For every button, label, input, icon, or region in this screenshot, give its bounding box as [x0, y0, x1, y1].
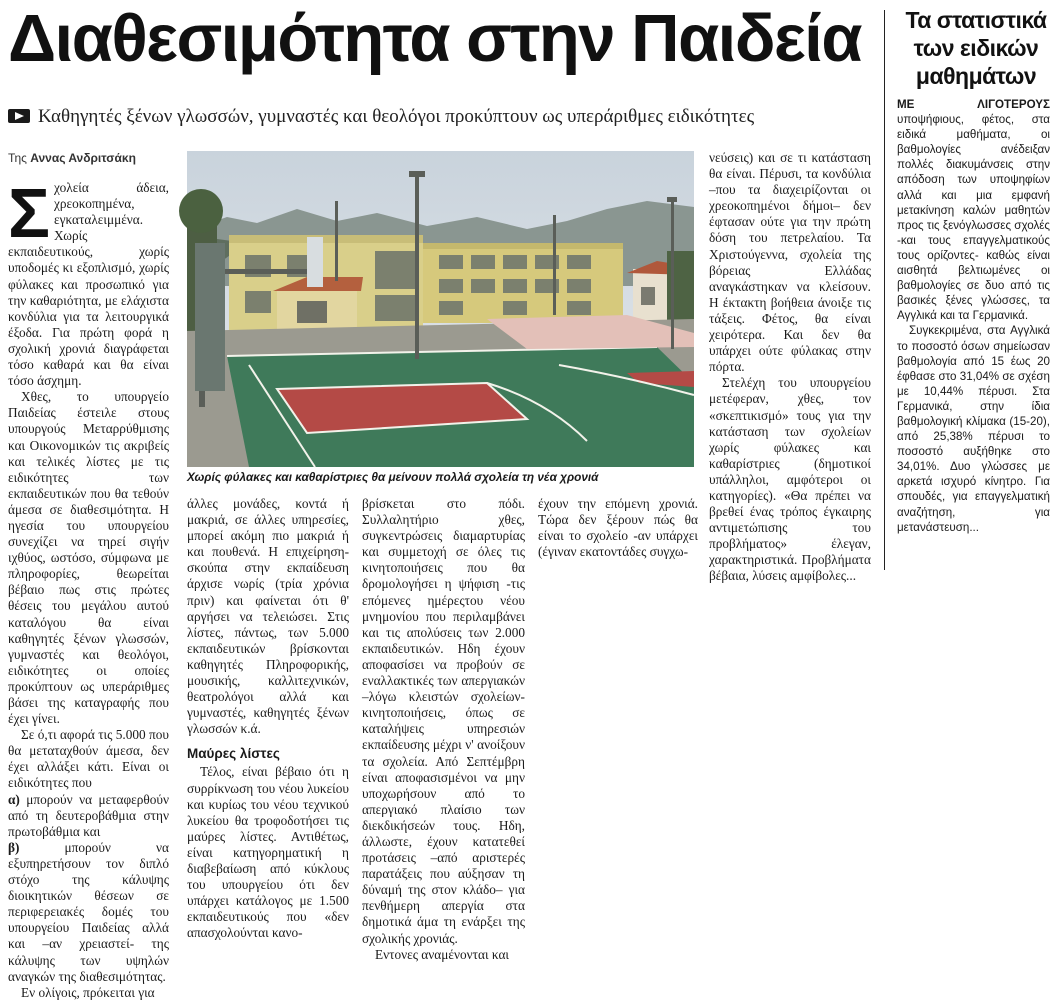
subheadline	[8, 103, 878, 131]
play-icon	[8, 109, 30, 123]
paragraph: έχουν την επόμενη χρονιά. Τώρα δεν ξέρουν πώς θα είναι το σχολείο -αν υπάρχει (έγιναν εκατοντάδες συγχω-	[538, 496, 698, 560]
article-column-3	[362, 496, 525, 962]
article-column-5	[709, 150, 871, 584]
paragraph: ΜΕ ΛΙΓΟΤΕΡΟΥΣ υποψήφιους, φέτος, στα ειδικά μαθήματα, οι βαθμολογίες ανέδειξαν πολλές διακυμάνσεις στην απόδοση των υποψηφίων αλλά και μια εμφανή μετακίνηση καλών μαθητών προς τις ξενόγλωσσες σχολές -και τους επαγγελματικούς τους ορίζοντες- καθώς είναι αισθητά βελτιωμένες οι βαθμολογίες σε δυο από τις βασικές ξένες γλώσσες, τα Αγγλικά και τα Γερμανικά.	[897, 98, 1050, 323]
byline	[8, 150, 136, 166]
sidebar-body	[897, 97, 1050, 577]
paragraph: χολεία άδεια, χρεοκοπημένα, εγκαταλειμμένα. Χωρίς εκπαιδευτικούς, χωρίς υποδομές κι εξοπλισμό, χωρίς φύλακες και προσωπικό για την καθαριότητα, με ελάχιστα κονδύλια για τα λειτουργικά έξοδα. Για πρώτη φορά η σχολική χρονιά διαγράφεται τόσο καθαρά και θα είναι τόσο άσχημη.	[8, 180, 169, 389]
school-courtyard-photo	[187, 151, 694, 467]
paragraph: Τέλος, είναι βέβαιο ότι η συρρίκνωση του νέου λυκείου και κυρίως του νέου τεχνικού λυκείου θα τροφοδοτήσει τις μαύρες λίστες. Αντιθέτως, είναι κατηγορηματική η διαβεβαίωση από κύκλους του υπουργείου ότι δεν υπάρχει κατάλογος με 1.500 εκπαιδευτικούς που «δεν απασχολούνται κανο-	[187, 764, 349, 941]
paragraph: νεύσεις) και σε τι κατάσταση θα είναι. Πέρυσι, τα κονδύλια –που τα διαχειρίζονται οι χρεοκοπημένοι δήμοι– δεν έφτασαν ούτε για την πρώτη δόση του πετρελαίου. Τα Χριστούγεννα, σχολεία της βόρειας Ελλάδας αναγκάστηκαν να κλείσουν. Η έκτακτη βοήθεια άνοιξε τις τάξεις. Φέτος, θα είναι χειρότερα. Και δεν θα υπάρχει ούτε φύλακας στην πόρτα.	[709, 150, 871, 375]
paragraph: Σε ό,τι αφορά τις 5.000 που θα μεταταχθούν άμεσα, δεν έχει αλλάξει κάτι. Είναι οι ειδικότητες που	[8, 727, 169, 791]
subheadline-text: Καθηγητές ξένων γλωσσών, γυμναστές και θεολόγοι προκύπτουν ως υπεράριθμες ειδικότητες	[38, 106, 755, 127]
paragraph: Εντονες αναμένονται και	[375, 946, 509, 962]
article-column-1	[8, 174, 169, 1000]
article-column-4	[538, 496, 698, 945]
paragraph: Χθες, το υπουργείο Παιδείας έστειλε στους υπουργούς Μεταρρύθμισης και Οικονομικών τις ακριβείς και τελικές λίστες με τις ειδικότητες των εκπαιδευτικών που θα τεθούν άμεσα σε διαθεσιμότητα. Η ηγεσία του υπουργείου συνεχίζει να τηρεί σιγήν ιχθύος, ωστόσο, σύμφωνα με πληροφορίες, θεωρείται βέβαιο πως στις πρώτες θέσεις του μεγάλου αυτού καταλόγου θα είναι καθηγητές ξένων γλωσσών, γυμναστές και θεολόγοι, ειδικότητες οι οποίες προκύπτουν ως υπεράριθμες βάσει της καταγραφής που έχει γίνει.	[8, 389, 169, 727]
column-divider	[884, 10, 885, 570]
headline: Διαθεσιμότητα στην Παιδεία	[8, 1, 862, 76]
list-item: β) μπορούν να εξυπηρετήσουν τον διπλό στόχο της κάλυψης διοικητικών θέσεων σε περιφερειακές δομές του υπουργείου Παιδείας αλλά και –αν χρειαστεί- της κάλυψης των υψηλών αναγκών της διαθεσιμότητας.	[8, 839, 169, 984]
paragraph: Συγκεκριμένα, στα Αγγλικά το ποσοστό όσων σημείωσαν βαθμολογία από 15 έως 20 έφθασε στο 31,04% σε σχέση με 10,44% πέρυσι. Στα Γερμανικά, στην ίδια βαθμολογική κλίμακα (15-20), από 25,38% πέρυσι το ποσοστό αυξήθηκε στο 34,01%. Δυο γλώσσες με αρκετά ισχυρό κίνητρο. Για σπουδές, για επαγγελματική αναζήτηση, για μετανάστευση...	[897, 324, 1050, 534]
sidebar-lead: ΜΕ ΛΙΓΟΤΕΡΟΥΣ	[897, 98, 1050, 111]
list-item: α) μπορούν να μεταφερθούν από τη δευτεροβάθμια στην πρωτοβάθμια και	[8, 791, 169, 839]
paragraph: άλλες μονάδες, κοντά ή μακριά, σε άλλες υπηρεσίες, μπορεί ακόμη πιο μακριά ή και πουθενά. Η επιχείρηση-σκούπα στην εκπαίδευση άρχισε νωρίς (τρία χρόνια πριν) και φαίνεται ότι θ' αργήσει να τελειώσει. Στις λίστες, πάντως, των 5.000 εκπαιδευτικών βρίσκονται καθηγητές Πληροφορικής, μουσικής, καλλιτεχνικών, θεατρολόγοι αλλά και γυμναστές, καθηγητές ξένων γλωσσών κ.ά.	[187, 496, 349, 737]
article-column-2	[187, 496, 349, 945]
byline-prefix: Της	[8, 151, 27, 165]
paragraph: Εν ολίγοις, πρόκειται για	[21, 984, 155, 1000]
paragraph: βρίσκεται στο πόδι. Συλλαλητήριο χθες, συγκεντρώσεις διαμαρτυρίας και συμμετοχή σε όλες τις κινητοποιήσεις που θα δρομολογήσει η ψήφιση -τις επόμενες ημέρεςτου νέου μνημονίου που περιλαμβάνει και τις απολύσεις των 2.000 εκπαιδευτικών. Ηδη έχουν αποφασίσει να προβούν σε εναλλακτικές των απεργιακών –λόγω κλειστών σχολείων- κινητοποιήσεις, όπως σε καταλήψεις υπηρεσιών εκπαίδευσης μέχρι ν' ανοίξουν τα σχολεία. Από Σεπτέμβρη είναι αποφασισμένοι να μην υποχωρήσουν από το απεργιακό πλαίσιο των διεκδικήσεών τους. Ηδη, άλλωστε, έχουν κατατεθεί προτάσεις –από αριστερές παρατάξεις που αύξησαν τη δύναμή της στον κλάδο– για πενθήμερη απεργία στα δημοτικά άμα τη ενάρξει της σχολικής χρονιάς.	[362, 496, 525, 946]
paragraph: Στελέχη του υπουργείου μετέφεραν, χθες, τον «σκεπτικισμό» τους για την κατάσταση των σχολείων χωρίς φύλακες και καθαρίστριες (δημοτικοί υπάλληλοι, αμφότεροι οι κατηγορίες). «Θα πρέπει να βρεθεί ένας τρόπος έγκαιρης αντιμετώπισης του προβλήματος» έλεγαν, χαρακτηριστικά. Προβλήματα βέβαια, λύσεις αμφίβολες...	[709, 375, 871, 584]
photo-caption: Χωρίς φύλακες και καθαρίστριες θα μείνουν πολλά σχολεία τη νέα χρονιά	[187, 470, 599, 484]
photo-illustration	[187, 151, 694, 467]
byline-author: Αννας Ανδριτσάκη	[30, 151, 136, 165]
section-heading: Μαύρες λίστες	[187, 746, 280, 762]
sidebar-title: Τα στατιστικά των ειδικών μαθημάτων	[905, 7, 1047, 89]
drop-cap: Σ	[8, 174, 51, 252]
